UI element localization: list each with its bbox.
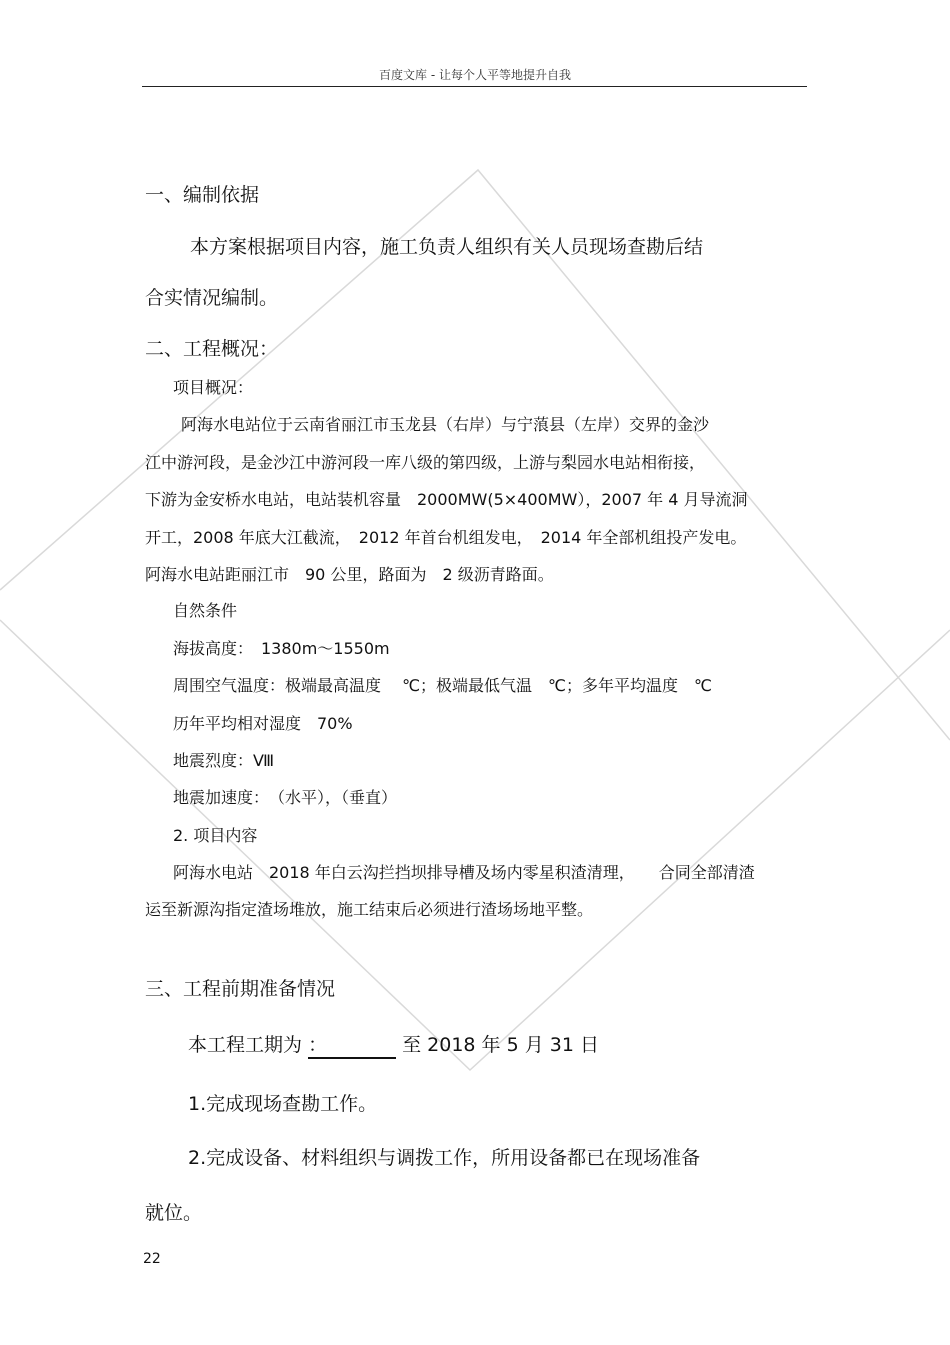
overview-line-5: 阿海水电站距丽江市 90 公里，路面为 2 级沥青路面。	[145, 565, 554, 584]
period-start-blank: ：	[308, 1030, 396, 1059]
temperature-line: 周围空气温度：极端最高温度 ℃；极端最低气温 ℃；多年平均温度 ℃	[173, 676, 712, 695]
section-1-title: 一、编制依据	[145, 184, 260, 206]
period-prefix: 本工程工期为	[188, 1034, 303, 1056]
seismic-intensity-line: 地震烈度：Ⅷ	[173, 751, 275, 770]
prep-item-1: 1.完成现场查勘工作。	[188, 1093, 378, 1115]
section-1-para-line-2: 合实情况编制。	[145, 287, 279, 309]
construction-period-line	[188, 1030, 599, 1059]
natural-conditions-title: 自然条件	[173, 601, 238, 620]
overview-line-4: 开工，2008 年底大江截流， 2012 年首台机组发电， 2014 年全部机组投产发电。	[145, 528, 747, 547]
page-number: 22	[143, 1251, 161, 1267]
seismic-acceleration-line: 地震加速度： （水平），（垂直）	[173, 788, 398, 807]
prep-item-2-line-1: 2.完成设备、材料组织与调拨工作，所用设备都已在现场准备	[188, 1147, 701, 1169]
humidity-line: 历年平均相对湿度 70%	[173, 714, 353, 733]
project-content-line-2: 运至新源沟指定渣场堆放，施工结束后必须进行渣场场地平整。	[145, 900, 594, 919]
overview-line-2: 江中游河段，是金沙江中游河段一库八级的第四级，上游与梨园水电站相衔接，	[145, 453, 706, 472]
page-header: 百度文库 - 让每个人平等地提升自我	[379, 68, 571, 82]
period-suffix: 至 2018 年 5 月 31 日	[402, 1034, 599, 1056]
section-2-title: 二、工程概况：	[145, 338, 279, 360]
project-content-title: 2. 项目内容	[173, 826, 258, 845]
project-content-line-1: 阿海水电站 2018 年白云沟拦挡坝排导槽及场内零星积渣清理， 合同全部清渣	[173, 863, 755, 882]
section-3-title: 三、工程前期准备情况	[145, 978, 336, 1000]
altitude-line: 海拔高度： 1380m～1550m	[173, 639, 390, 658]
overview-line-3: 下游为金安桥水电站，电站装机容量 2000MW(5×400MW），2007 年 4 月导流洞	[145, 490, 748, 509]
prep-item-2-line-2: 就位。	[145, 1202, 203, 1224]
section-2-subtitle-overview: 项目概况：	[173, 378, 254, 397]
overview-line-1: 阿海水电站位于云南省丽江市玉龙县（右岸）与宁蒗县（左岸）交界的金沙	[181, 415, 710, 434]
header-rule	[142, 86, 807, 87]
section-1-para-line-1: 本方案根据项目内容，施工负责人组织有关人员现场查勘后结	[190, 236, 704, 258]
